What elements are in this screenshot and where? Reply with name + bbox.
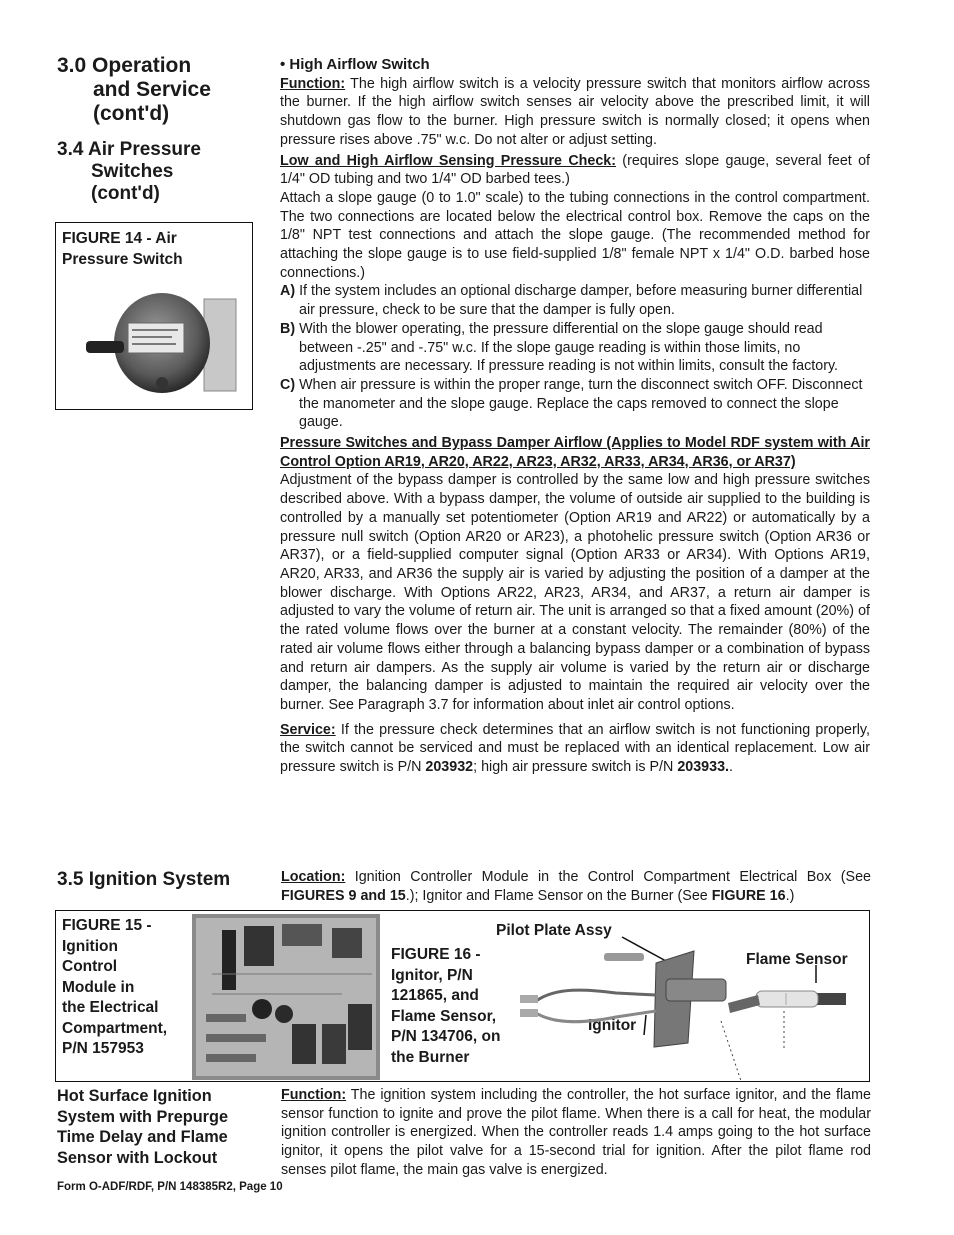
high-airflow-section <box>280 56 870 777</box>
ignition-control-module-photo <box>192 914 380 1080</box>
subsection-title: 3.4 Air Pressure Switches (cont'd) <box>57 139 201 204</box>
ignitor-and-flame-sensor-photo <box>516 931 866 1081</box>
ignition-function: Function: The ignition system including the controller, the hot surface ignitor, and the flame sensor function to ignite and prove the pilot flame. When there is a call for heat, the modular ignition controller is energized. When the controller reads 1.4 amps going to the hot surface ignitor, it opens the pilot valve for a 15-second trial for ignition. After the pilot flame rod senses pilot flame, the main gas valve is energized. <box>281 1087 871 1178</box>
figure-15-caption: FIGURE 15 - Ignition Control Module in the Electrical Compartment, P/N 157953 <box>62 917 168 1057</box>
figures-15-16-box <box>55 910 870 1082</box>
label-ignitor: Ignitor <box>588 1017 637 1034</box>
step-c: C) When air pressure is within the proper range, turn the disconnect switch OFF. Disconnect the manometer and the slope gauge. Replace the caps removed to connect the slope gauge. <box>280 376 863 431</box>
attach-slope-gauge: Attach a slope gauge (0 to 1.0" scale) to the tubing connections in the control compartment. The two connections are located below the electrical control box. Remove the caps on the 1/8" NPT test connections and attach the slope gauge. (The recommended method for attaching the slope gauge is to use field-supplied 1/8" female NPT x 1/4" O.D. barbed hose connections.) <box>280 189 870 281</box>
high-airflow-heading: • High Airflow Switch <box>280 56 430 73</box>
section-title: 3.0 Operation and Service (cont'd) <box>57 54 211 125</box>
label-pilot-plate-assy: Pilot Plate Assy <box>496 922 612 939</box>
step-b: B) With the blower operating, the pressure differential on the slope gauge should read between -.25" and -.75" w.c. If the slope gauge reading is within those limits, no adjustments are necessary. If pressure reading is not within limits, consult the factory. <box>280 320 839 375</box>
ignition-location: Location: Ignition Controller Module in the Control Compartment Electrical Box (See FIGURES 9 and 15.); Ignitor and Flame Sensor on the Burner (See FIGURE 16.) <box>281 869 871 904</box>
ignition-heading: 3.5 Ignition System <box>57 869 231 890</box>
service-text: Service: If the pressure check determines that an airflow switch is not functioning properly, the switch cannot be serviced and must be replaced with an identical replacement. Low air pressure switch is P/N 203932; high air pressure switch is P/N 203933.. <box>280 721 870 776</box>
air-pressure-switch-photo <box>82 285 242 403</box>
high-airflow-function: Function: The high airflow switch is a velocity pressure switch that monitors airflow across the burner. If the high airflow switch senses air velocity above the prescribed limit, it will shutdown gas flow to the burner. High pressure switch is normally closed; it opens when pressure rises above .75" w.c. Do not alter or adjust setting. <box>280 75 870 148</box>
bypass-heading: Pressure Switches and Bypass Damper Airflow (Applies to Model RDF system with Air Control Option AR19, AR20, AR22, AR23, AR32, AR33, AR34, AR36, or AR37) <box>280 435 870 470</box>
figure-16-caption: FIGURE 16 - Ignitor, P/N 121865, and Flame Sensor, P/N 134706, on the Burner <box>391 946 501 1066</box>
hot-surface-ignition-title: Hot Surface Ignition System with Prepurge Time Delay and Flame Sensor with Lockout <box>57 1087 229 1167</box>
figure-14-caption: FIGURE 14 - Air Pressure Switch <box>62 230 183 268</box>
bypass-text: Adjustment of the bypass damper is controlled by the same low and high pressure switches described above. With a bypass damper, the volume of outside air supplied to the building is controlled by a manually set potentiometer (Option AR19 and AR22) or automatically by a pressure null switch (Option AR20 or AR23), a photohelic pressure switch (Option AR36 or AR37), or a field-supplied computer signal (Option AR33 or AR34). With Options AR19, AR20, AR33, and AR36 the supply air is varied by adjusting the position of a damper at the blower discharge. With Options AR22, AR23, AR34, and AR37, a return air damper is adjusted to vary the volume of return air. The unit is arranged so that a fixed amount (20%) of the rated volume flows over the burner at a constant velocity. The remainder (80%) of the rated air volume flows either through a balancing bypass damper or a combination of bypass and return air dampers. As the supply air volume is varied by the return air or discharge damper, the balancing damper is adjusted to maintain the required air velocity over the burner. See Paragraph 3.7 for information about inlet air control options. <box>280 472 870 713</box>
label-flame-sensor: Flame Sensor <box>746 951 848 968</box>
step-a: A) If the system includes an optional discharge damper, before measuring burner differential air pressure, check to be sure that the damper is fully open. <box>280 283 863 319</box>
pressure-check-intro: Low and High Airflow Sensing Pressure Check: (requires slope gauge, several feet of 1/4" OD tubing and two 1/4" OD barbed tees.) <box>280 152 870 188</box>
figure-14-box <box>55 222 253 410</box>
page-footer: Form O-ADF/RDF, P/N 148385R2, Page 10 <box>57 1181 283 1193</box>
